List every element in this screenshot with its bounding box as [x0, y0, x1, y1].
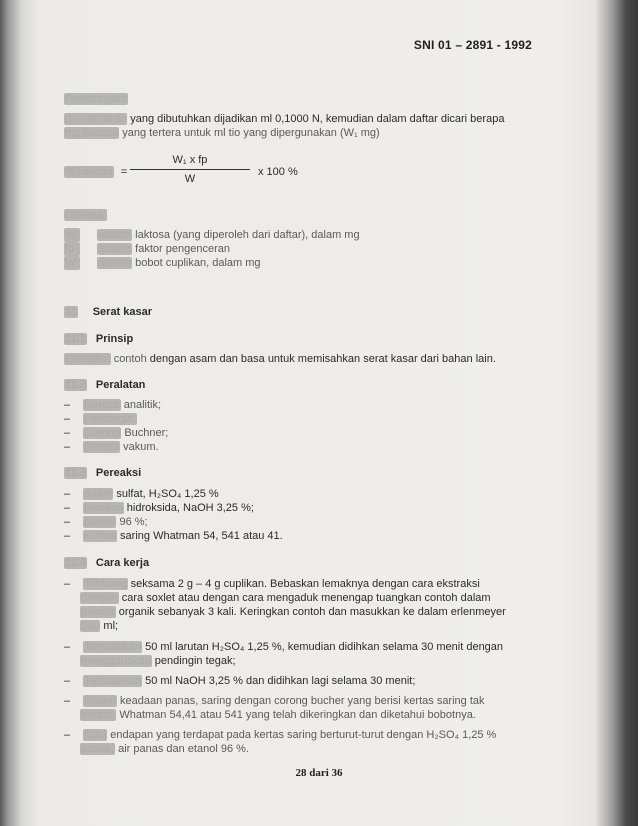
section-11-2-heading: 11.2 Peralatan	[65, 379, 146, 391]
peralatan-item: – Pendingin;	[64, 413, 137, 425]
section-11-4-heading: 11.4 Cara kerja	[65, 557, 150, 569]
page-number-footer: 28 dari 36	[295, 767, 343, 779]
cara-kerja-step-4-line: berabu Whatman 54,41 atau 541 yang telah dikeringkan dan diketahui bobotnya.	[81, 709, 476, 721]
section-11-heading: 11 Serat kasar	[65, 306, 153, 318]
formula-numerator: W₁ x fp	[172, 154, 208, 166]
formula-multiplier: x 100 %	[258, 166, 298, 178]
dimana-label: Dimana:	[65, 209, 106, 221]
cara-kerja-step-4: – Dalam keadaan panas, saring dengan corong bucher yang berisi kertas saring tak	[64, 695, 485, 707]
formula-fraction	[130, 154, 250, 185]
cara-kerja-step-1: – Timbang seksama 2 g – 4 g cuplikan. Bebaskan lemaknya dengan cara ekstraksi	[64, 578, 480, 590]
formula-lhs: % laktosa =	[65, 166, 128, 178]
cara-kerja-step-5: – Cuci endapan yang terdapat pada kertas saring berturut-turut dengan H₂SO₄ 1,25 %	[64, 729, 497, 741]
pereaksi-item: – Etanol 96 %;	[64, 516, 148, 528]
perhitungan-label: Perhitungan:	[65, 93, 128, 105]
prinsip-text: Ekstraksi contoh dengan asam dan basa untuk memisahkan serat kasar dari bahan lain.	[65, 353, 496, 365]
dimana-item-w1: W₁ adalah laktosa (yang diperoleh dari daftar), dalam mg	[65, 229, 360, 241]
section-11-3-heading: 11.3 Pereaksi	[65, 467, 142, 479]
cara-kerja-step-5-line: panas, air panas dan etanol 96 %.	[81, 743, 249, 755]
cara-kerja-step-2: – Tambahkan 50 ml larutan H₂SO₄ 1,25 %, kemudian didihkan selama 30 menit dengan	[64, 641, 504, 653]
cara-kerja-step-1-line: pelarut organik sebanyak 3 kali. Keringkan contoh dan masukkan ke dalam erlenmeyer	[81, 606, 506, 618]
perhitungan-line-1: (b – a) ml tio yang dibutuhkan dijadikan ml 0,1000 N, kemudian dalam daftar dicari berapa	[65, 113, 505, 125]
cara-kerja-step-1-line: dengan cara soxlet atau dengan cara mengaduk menengap tuangkan contoh dalam	[81, 592, 491, 604]
pereaksi-item: – Asam sulfat, H₂SO₄ 1,25 %	[64, 488, 219, 500]
peralatan-item: – Neraca analitik;	[64, 399, 162, 411]
cara-kerja-step-1-line: 500 ml;	[81, 620, 119, 632]
formula-denominator: W	[184, 173, 196, 185]
pereaksi-item: – Natrium hidroksida, NaOH 3,25 %;	[64, 502, 254, 514]
cara-kerja-step-2-line: menggunakan pendingin tegak;	[81, 655, 236, 667]
peralatan-item: – Corong Buchner;	[64, 427, 169, 439]
perhitungan-line-2: mg laktosa yang tertera untuk ml tio yang dipergunakan (W₁ mg)	[65, 127, 380, 139]
dimana-item-w: W adalah bobot cuplikan, dalam mg	[65, 257, 261, 269]
cara-kerja-step-3: – Tambahkan 50 ml NaOH 3,25 % dan didihkan lagi selama 30 menit;	[64, 675, 416, 687]
pereaksi-item: – Kertas saring Whatman 54, 541 atau 41.	[64, 530, 283, 542]
dimana-item-fp: fp adalah faktor pengenceran	[65, 243, 230, 255]
standard-number-header: SNI 01 – 2891 - 1992	[413, 38, 532, 52]
fraction-bar	[130, 169, 250, 170]
peralatan-item: – Pompa vakum.	[64, 441, 159, 453]
section-11-1-heading: 11.1 Prinsip	[65, 333, 134, 345]
